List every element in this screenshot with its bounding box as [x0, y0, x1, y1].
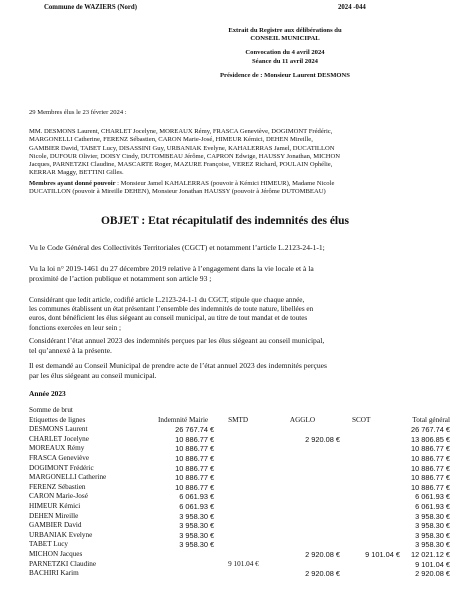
- scot-cell: [340, 521, 400, 531]
- smtd-cell: [214, 492, 270, 502]
- members-line: Jacques, PARNETZKI Claudine, MASCARTE Roger, MAZURE Françoise, VEREZ Richard, POULAIN Ophélie,: [29, 161, 333, 169]
- total-cell: 3 958.30 €: [415, 511, 450, 521]
- considerant-line: les communes établissent un état présentant l’ensemble des indemnités de toute nature, libellées en: [29, 305, 314, 314]
- member-name-cell: MARGONELLI Catherine: [29, 473, 107, 482]
- scot-cell: [340, 473, 400, 483]
- smtd-cell: [214, 521, 270, 531]
- mairie-cell: [140, 550, 214, 560]
- column-header: SMTD: [228, 415, 249, 424]
- mairie-cell: 6 061.93 €: [179, 492, 215, 502]
- considerant-line: tel qu’annexé à la présente.: [29, 345, 112, 355]
- pouvoir-block: [29, 180, 424, 197]
- members-line: MARGONELLI Catherine, FERENZ Sébastien, CARON Marie-José, HIMEUR Kémici, DEHEN Mireille,: [29, 136, 313, 144]
- member-name-cell: TABET Lucy: [29, 540, 69, 549]
- members-line: MM. DESMONS Laurent, CHARLET Jocelyne, MOREAUX Rémy, FRASCA Geneviève, DOGIMONT Frédéric,: [29, 128, 333, 135]
- agglo-cell: [270, 521, 340, 531]
- mairie-cell: [140, 560, 214, 570]
- mairie-cell: 10 886.77 €: [175, 453, 215, 463]
- scot-cell: [340, 569, 400, 579]
- mairie-cell: 3 958.30 €: [179, 530, 215, 540]
- member-name-cell: DESMONS Laurent: [29, 425, 88, 434]
- convocation-date: Convocation du 4 avril 2024: [245, 49, 325, 57]
- agglo-cell: [270, 473, 340, 483]
- objet-title: OBJET : Etat récapitulatif des indemnités des élus: [100, 215, 349, 227]
- table-row: [29, 521, 450, 531]
- column-header: Indemnité Mairie: [158, 415, 209, 424]
- total-cell: 10 886.77 €: [410, 444, 450, 454]
- table-row: [29, 550, 450, 560]
- smtd-cell: [214, 550, 270, 560]
- table-row: [29, 464, 450, 474]
- sum-label-row: [29, 406, 450, 416]
- considerant-2: [29, 336, 424, 355]
- smtd-cell: [214, 531, 270, 541]
- smtd-cell: [214, 502, 270, 512]
- total-cell: 12 021.12 €: [410, 549, 450, 559]
- mairie-cell: 10 886.77 €: [175, 473, 215, 483]
- member-name-cell: MICHON Jacques: [29, 549, 83, 558]
- member-name-cell: URBANIAK Evelyne: [29, 530, 93, 539]
- demande: [29, 361, 424, 380]
- agglo-cell: [270, 483, 340, 493]
- members-count: 29 Membres élus le 23 février 2024 :: [29, 109, 127, 116]
- vu-loi-line: proximité de l’action publique et notamment son article 93 ;: [29, 273, 212, 283]
- smtd-cell: [214, 425, 270, 435]
- mairie-cell: 3 958.30 €: [179, 511, 215, 521]
- table-row: [29, 512, 450, 522]
- member-name-cell: GAMBIER David: [29, 521, 82, 530]
- agglo-cell: [270, 464, 340, 474]
- member-name-cell: DEHEN Mireille: [29, 511, 79, 520]
- agglo-cell: [270, 425, 340, 435]
- table-row: [29, 425, 450, 435]
- member-name-cell: FERENZ Sébastien: [29, 482, 86, 491]
- total-cell: 3 958.30 €: [415, 540, 450, 550]
- considerant-1: [29, 296, 424, 333]
- table-row: [29, 569, 450, 579]
- scot-cell: [340, 512, 400, 522]
- indemnities-table: [29, 406, 450, 579]
- column-header: Etiquettes de lignes: [29, 415, 86, 424]
- agglo-cell: [270, 444, 340, 454]
- considerant-line: fonctions exercées en leur sein ;: [29, 323, 122, 332]
- scot-cell: [340, 531, 400, 541]
- agglo-cell: [270, 454, 340, 464]
- smtd-cell: [214, 444, 270, 454]
- smtd-cell: [214, 464, 270, 474]
- agglo-cell: 2 920.08 €: [305, 549, 340, 559]
- member-name-cell: CHARLET Jocelyne: [29, 434, 89, 443]
- seance-date: Séance du 11 avril 2024: [252, 57, 318, 65]
- scot-cell: [340, 444, 400, 454]
- table-row: [29, 473, 450, 483]
- mairie-cell: 10 886.77 €: [175, 434, 215, 444]
- smtd-cell: [214, 473, 270, 483]
- registry-block: [190, 27, 380, 80]
- table-row: [29, 531, 450, 541]
- smtd-cell: [214, 483, 270, 493]
- total-cell: 9 101.04 €: [415, 559, 450, 569]
- table-row: [29, 483, 450, 493]
- column-header: AGGLO: [289, 415, 316, 424]
- smtd-cell: [214, 454, 270, 464]
- mairie-cell: 10 886.77 €: [175, 444, 215, 454]
- members-list: [29, 128, 424, 178]
- scot-cell: 9 101.04 €: [365, 549, 401, 559]
- pouvoir-label: Membres ayant donné pouvoir: [29, 180, 116, 187]
- scot-cell: [340, 560, 400, 570]
- sum-label: Somme de brut: [29, 406, 73, 414]
- scot-cell: [340, 540, 400, 550]
- agglo-cell: [270, 560, 340, 570]
- total-cell: 10 886.77 €: [410, 463, 450, 473]
- total-cell: 2 920.08 €: [415, 569, 450, 579]
- member-name-cell: DOGIMONT Frédéric: [29, 463, 94, 472]
- mairie-cell: [140, 569, 214, 579]
- members-line: Nicole, DUFOUR Olivier, DOISY Cindy, DUTOMBEAU Jérôme, CAPRON Edwige, HAUSSY Jonathan, MICHON: [29, 152, 340, 160]
- member-name-cell: BACHIRI Karim: [29, 569, 79, 578]
- scot-cell: [340, 483, 400, 493]
- registry-line-2: CONSEIL MUNICIPAL: [250, 35, 320, 43]
- table-row: [29, 492, 450, 502]
- member-name-cell: FRASCA Geneviève: [29, 453, 90, 462]
- members-line: KERRAR Maggy, BETTINI Gilles.: [29, 169, 124, 177]
- table-row: [29, 560, 450, 570]
- mairie-cell: 3 958.30 €: [179, 540, 215, 550]
- demande-line: Il est demandé au Conseil Municipal de prendre acte de l’état annuel 2023 des indemnités perçues: [29, 361, 327, 370]
- column-header: SCOT: [352, 415, 371, 424]
- total-cell: 3 958.30 €: [415, 521, 450, 531]
- member-name-cell: MOREAUX Rémy: [29, 444, 85, 453]
- presidence: Présidence de : Monsieur Laurent DESMONS: [220, 71, 350, 79]
- smtd-cell: [214, 569, 270, 579]
- considerant-line: Considérant que ledit article, codifié article L.2123-24-1-1 du CGCT, stipule que chaque année,: [29, 296, 305, 304]
- total-cell: 6 061.93 €: [415, 492, 450, 502]
- scot-cell: [340, 492, 400, 502]
- smtd-cell: [214, 512, 270, 522]
- total-cell: 6 061.93 €: [415, 501, 450, 511]
- vu-cgct: Vu le Code Général des Collectivités Territoriales (CGCT) et notamment l’article L.2123-24-1-1;: [29, 243, 325, 252]
- mairie-cell: 10 886.77 €: [175, 463, 215, 473]
- scot-cell: [340, 464, 400, 474]
- total-cell: 26 767.74 €: [410, 425, 450, 435]
- vu-loi-line: Vu la loi n° 2019-1461 du 27 décembre 2019 relative à l’engagement dans la vie locale et à la: [29, 264, 314, 273]
- scot-cell: [340, 454, 400, 464]
- total-cell: 10 886.77 €: [410, 473, 450, 483]
- total-cell: 10 886.77 €: [410, 482, 450, 492]
- table-header-row: [29, 416, 450, 426]
- agglo-cell: 2 920.08 €: [305, 434, 340, 444]
- smtd-cell: 9 101.04 €: [228, 559, 259, 568]
- smtd-cell: [214, 435, 270, 445]
- deliberation-reference: 2024 -044: [338, 4, 366, 11]
- vu-loi: [29, 264, 424, 283]
- table-row: [29, 444, 450, 454]
- smtd-cell: [214, 540, 270, 550]
- table-row: [29, 435, 450, 445]
- total-cell: 13 806.85 €: [410, 434, 450, 444]
- registry-line-1: Extrait du Registre aux délibérations du: [228, 27, 342, 34]
- member-name-cell: CARON Marie-José: [29, 492, 88, 501]
- mairie-cell: 26 767.74 €: [175, 425, 215, 435]
- mairie-cell: 10 886.77 €: [175, 482, 215, 492]
- members-line: GAMBIER David, TABET Lucy, DISASSINI Guy, URBANIAK Evelyne, KAHALERRAS Jamel, DUCATILLON: [29, 144, 335, 152]
- member-name-cell: PARNETZKI Claudine: [29, 559, 97, 568]
- column-header: Total général: [412, 415, 450, 424]
- considerant-line: Considérant l’état annuel 2023 des indemnités perçues par les élus siégeant au conseil municipal,: [29, 336, 325, 345]
- table-row: [29, 454, 450, 464]
- member-name-cell: HIMEUR Kémici: [29, 501, 81, 510]
- agglo-cell: [270, 540, 340, 550]
- mairie-cell: 3 958.30 €: [179, 521, 215, 531]
- table-row: [29, 502, 450, 512]
- agglo-cell: [270, 492, 340, 502]
- mairie-cell: 6 061.93 €: [179, 501, 215, 511]
- scot-cell: [340, 502, 400, 512]
- pouvoir-line: : Monsieur Jamel KAHALERRAS (pouvoir à Kémici HIMEUR), Madame Nicole: [115, 180, 335, 187]
- total-cell: 10 886.77 €: [410, 453, 450, 463]
- year-heading: Année 2023: [29, 389, 66, 398]
- demande-line: par les élus siégeant au conseil municipal.: [29, 370, 157, 380]
- scot-cell: [340, 435, 400, 445]
- table-row: [29, 540, 450, 550]
- agglo-cell: [270, 512, 340, 522]
- considerant-line: euros, dont bénéficient les élus siégeant au conseil municipal, au titre de tout mandat et de toutes: [29, 314, 308, 323]
- agglo-cell: 2 920.08 €: [305, 569, 340, 579]
- commune-header: Commune de WAZIERS (Nord): [44, 4, 137, 11]
- agglo-cell: [270, 531, 340, 541]
- scot-cell: [340, 425, 400, 435]
- total-cell: 3 958.30 €: [415, 530, 450, 540]
- pouvoir-line: DUCATILLON (pouvoir à Mireille DEHEN), Monsieur Jonathan HAUSSY (pouvoir à Jérôme DUTOMBEAU): [29, 188, 326, 196]
- agglo-cell: [270, 502, 340, 512]
